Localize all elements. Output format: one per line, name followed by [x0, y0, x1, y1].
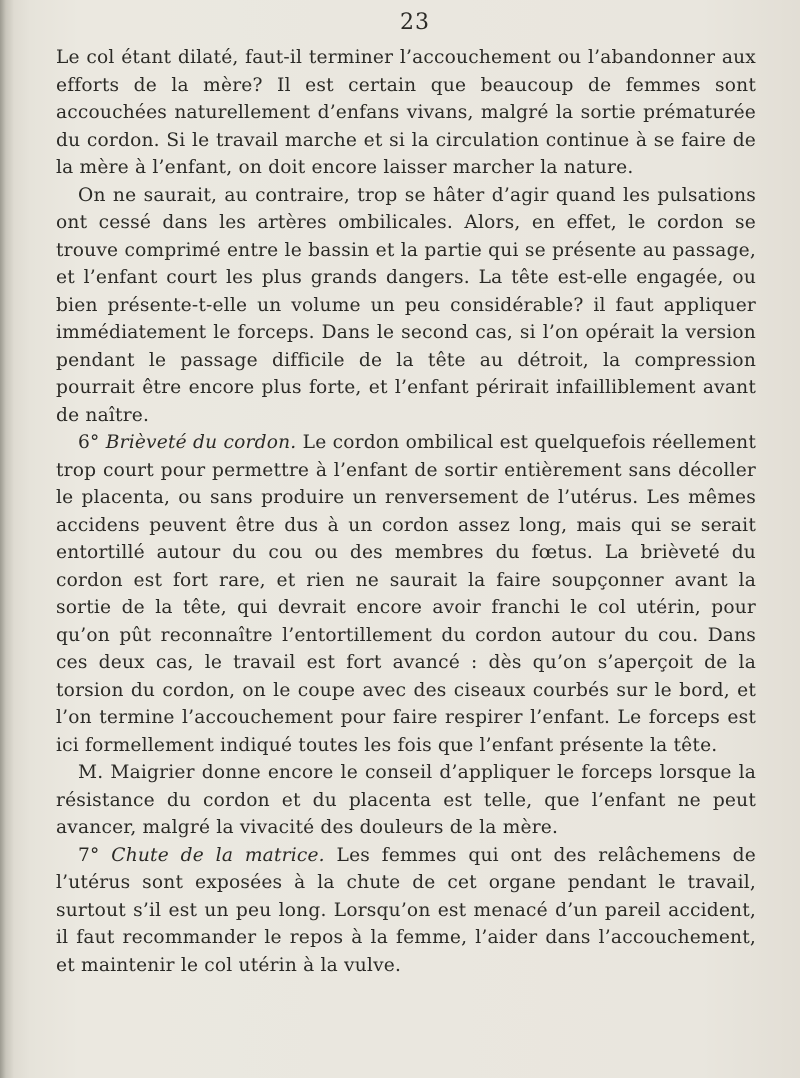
page-number: 23: [400, 10, 430, 35]
section-heading: Chute de la matrice.: [111, 844, 337, 866]
page-binding-edge: [0, 0, 14, 1078]
paragraph-2: [56, 182, 756, 430]
paragraph-1-text: Le col étant dilaté, faut-il terminer l’accouchement ou l’abandonner aux efforts de la mère? Il est certain que beaucoup de femmes sont accouchées naturellement d’enfans vivans, malgré la sortie prématurée du cordon. Si le travail marche et si la circulation continue à se faire de la mère à l’enfant, on doit encore laisser marcher la nature.: [56, 47, 756, 178]
paragraph-1: [56, 44, 756, 182]
section-number: 6°: [78, 432, 106, 453]
section-number: 7°: [78, 844, 112, 866]
body-text: [56, 44, 756, 979]
paragraph-3: [56, 429, 756, 759]
paragraph-4-text: M. Maigrier donne encore le conseil d’appliquer le forceps lorsque la résistance du cordon et du placenta est telle, que l’enfant ne peut avancer, malgré la vivacité des douleurs de la mère.: [56, 762, 756, 838]
paragraph-5: [56, 842, 756, 980]
paragraph-2-text: On ne saurait, au contraire, trop se hâter d’agir quand les pulsations ont cessé dans les artères ombilicales. Alors, en effet, le cordon se trouve comprimé entre le bassin et la partie qui se présente au passage, et l’enfant court les plus grands dangers. La tête est-elle engagée, ou bien présente-t-elle un volume un peu considérable? il faut appliquer immédiatement le forceps. Dans le second cas, si l’on opérait la version pendant le passage difficile de la tête au détroit, la compression pourrait être encore plus forte, et l’enfant périrait infailliblement avant de naître.: [56, 184, 756, 426]
paragraph-3-text: Le cordon ombilical est quelquefois réellement trop court pour permettre à l’enfant de sortir entièrement sans décoller le placenta, ou sans produire un renversement de l’utérus. Les mêmes accidens peuvent être dus à un cordon assez long, mais qui se serait entortillé autour du cou ou des membres du fœtus. La brièveté du cordon est fort rare, et rien ne saurait la faire soupçonner avant la sortie de la tête, qui devrait encore avoir franchi le col utérin, pour qu’on pût reconnaître l’entortillement du cordon autour du cou. Dans ces deux cas, le travail est fort avancé : dès qu’on s’aperçoit de la torsion du cordon, on le coupe avec des ciseaux courbés sur le bord, et l’on termine l’accouchement pour faire respirer l’enfant. Le forceps est ici formellement indiqué toutes les fois que l’enfant présente la tête.: [56, 432, 757, 756]
paragraph-5-text: Les femmes qui ont des relâchemens de l’utérus sont exposées à la chute de cet organe pendant le travail, surtout s’il est un peu long. Lorsqu’on est menacé d’un pareil accident, il faut recommander le repos à la femme, l’aider dans l’accouchement, et maintenir le col utérin à la vulve.: [56, 844, 756, 976]
section-heading: Brièveté du cordon.: [105, 432, 303, 453]
paragraph-4: [56, 759, 756, 842]
